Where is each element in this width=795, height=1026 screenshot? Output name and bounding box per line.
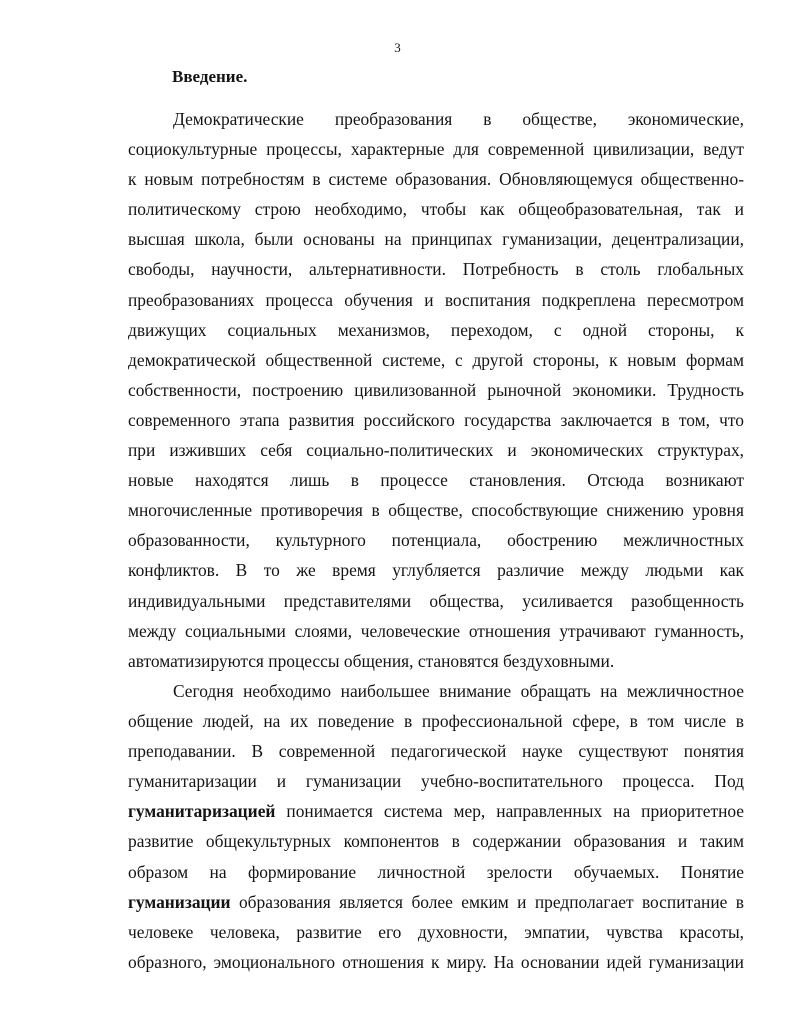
- text-line: Демократические преобразования в обществе, экономические,: [173, 109, 744, 129]
- text-line: образного, эмоционального отношения к миру. На основании идей гуманизации: [128, 951, 744, 972]
- text-line: человеке человека, развитие его духовности, эмпатии, чувства красоты,: [128, 921, 744, 942]
- text-line: движущих социальных механизмов, переходом, с одной стороны, к: [128, 319, 744, 340]
- text-fragment: понимается система мер, направленных на приоритетное: [275, 801, 744, 822]
- term-humanitarization: гуманитаризацией: [128, 801, 276, 822]
- term-humanization: гуманизации: [128, 891, 231, 912]
- text-line: преподавании. В современной педагогической науке существуют понятия: [128, 741, 744, 762]
- text-line: общение людей, на их поведение в профессиональной сфере, в том числе в: [128, 711, 744, 732]
- text-line: политическому строю необходимо, чтобы как общеобразовательная, так и: [128, 199, 744, 220]
- text-line: образом на формирование личностной зрелости обучаемых. Понятие: [128, 861, 744, 882]
- text-line: [128, 887, 744, 917]
- text-line: высшая школа, были основаны на принципах гуманизации, децентрализации,: [128, 229, 744, 250]
- text-line: образованности, культурного потенциала, обострению межличностных: [128, 530, 744, 551]
- page-number: 3: [394, 40, 401, 55]
- paragraph-1: [128, 104, 744, 676]
- text-line: конфликтов. В то же время углубляется различие между людьми как: [128, 560, 744, 581]
- text-line: к новым потребностям в системе образования. Обновляющемуся общественно-: [128, 169, 744, 190]
- text-line: собственности, построению цивилизованной рыночной экономики. Трудность: [128, 379, 744, 400]
- text-line: современного этапа развития российского государства заключается в том, что: [128, 409, 744, 430]
- text-line: социокультурные процессы, характерные для современной цивилизации, ведут: [128, 139, 744, 160]
- paragraph-2: [128, 676, 744, 977]
- text-line: при изживших себя социально-политических и экономических структурах,: [128, 440, 744, 461]
- text-line: индивидуальными представителями общества, усиливается разобщенность: [128, 590, 744, 611]
- text-line: гуманитаризации и гуманизации учебно-воспитательного процесса. Под: [128, 771, 744, 792]
- text-line: автоматизируются процессы общения, становятся бездуховными.: [128, 650, 615, 671]
- text-line: между социальными слоями, человеческие отношения утрачивают гуманность,: [128, 620, 744, 641]
- section-heading: Введение.: [172, 67, 248, 86]
- text-line: демократической общественной системе, с другой стороны, к новым формам: [128, 349, 744, 370]
- text-line: Сегодня необходимо наибольшее внимание обращать на межличностное: [173, 681, 744, 701]
- text-fragment: образования является более емким и предполагает воспитание в: [230, 891, 744, 912]
- text-line: новые находятся лишь в процессе становления. Отсюда возникают: [128, 470, 744, 491]
- text-line: свободы, научности, альтернативности. Потребность в столь глобальных: [128, 259, 744, 280]
- text-line: [128, 796, 744, 826]
- text-line: многочисленные противоречия в обществе, способствующие снижению уровня: [128, 500, 744, 521]
- text-line: преобразованиях процесса обучения и воспитания подкреплена пересмотром: [128, 289, 744, 310]
- text-line: развитие общекультурных компонентов в содержании образования и таким: [128, 831, 744, 852]
